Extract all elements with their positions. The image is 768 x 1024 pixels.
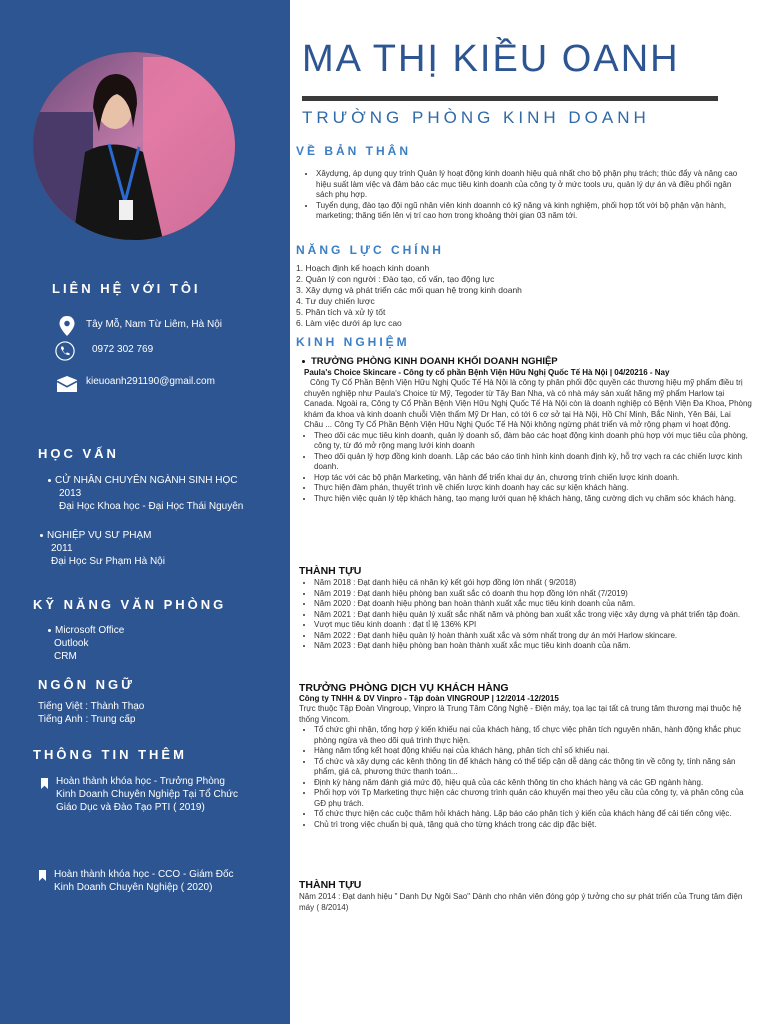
contact-heading: LIÊN HỆ VỚI TÔI bbox=[52, 281, 201, 296]
skills-list: 1. Hoạch định kế hoạch kinh doanh 2. Quản lý con người : Đào tạo, cố vấn, tạo động lực 3. Xây dựng và phát triển các mối quan hệ trong kinh doanh 4. Tư duy chiến lược 5. Phân tích và xử lý tốt 6. Làm việc dưới áp lực cao bbox=[296, 263, 522, 328]
education-item: CỬ NHÂN CHUYÊN NGÀNH SINH HỌC 2013 Đại Học Khoa học - Đại Học Thái Nguyên bbox=[48, 474, 278, 513]
achievement-text: Năm 2014 : Đạt danh hiệu " Danh Dự Ngôi Sao" Dành cho nhân viên đóng góp ý tưởng cho sự phát triển của Trung tâm điện máy ( 8/2014) bbox=[299, 892, 743, 912]
education-item: NGHIỆP VỤ SƯ PHẠM 2011 Đại Học Sư Phạm Hà Nội bbox=[40, 529, 270, 568]
contact-email[interactable]: kieuoanh291190@gmail.com bbox=[86, 376, 215, 387]
contact-phone[interactable]: 0972 302 769 bbox=[92, 344, 154, 355]
extra-info-heading: THÔNG TIN THÊM bbox=[33, 747, 187, 762]
sidebar bbox=[0, 0, 290, 1024]
contact-address: Tây Mỗ, Nam Từ Liêm, Hà Nội bbox=[86, 319, 222, 330]
language-list: Tiếng Việt : Thành Thạo Tiếng Anh : Trung cấp bbox=[38, 701, 145, 725]
education-heading: HỌC VẤN bbox=[38, 446, 119, 461]
achievements-list: • Năm 2018 : Đạt danh hiệu cá nhân ký kết gói hợp đồng lớn nhất ( 9/2018) • Năm 2019 : Đạt danh hiệu phòng ban xuất sắc có doanh thu hợp đồng lớn nhất (7/2019) • Năm 2020 : Đạt doanh hiệu phòng ban hoàn thành xuất xắc mục tiêu kinh doanh của năm. • Năm 2021 : Đạt danh hiệu quản lý xuất sắc nhất năm và phòng ban xuất xắc trong việc xây dựng và phát triển tập đoàn. • Vượt mục tiêu kinh doanh : đạt tỉ lệ 136% KPI • Năm 2022 : Đạt danh hiệu quản lý hoàn thành xuất xắc và sớm nhất trong dự án mới Harlow skincare. • Năm 2023 : Đạt danh hiệu phòng ban hoàn thành xuất xắc mục tiêu kinh doanh của năm. bbox=[302, 578, 752, 652]
office-skills-heading: KỸ NĂNG VĂN PHÒNG bbox=[33, 597, 227, 612]
job-1: TRƯỞNG PHÒNG KINH DOANH KHỐI DOANH NGHIỆP Paula's Choice Skincare - Công ty cổ phần Bệnh Viện Hữu Nghị Quốc Tế Hà Nội | 04/20216 - Nay Công Ty Cổ Phần Bệnh Viện Hữu Nghị Quốc Tế Hà Nội là công ty phân phối độc quyền các thương hiệu mỹ phẩm điều trị chuyên nghiệp như Paula's Choice từ Mỹ, Tegoder từ Tây Ban Nha, và có nhà máy sản xuất hãng mỹ phẩm Harlow tại Canada. Ngoài ra, Công ty Cổ Phần Bệnh Viện Hữu Nghị Quốc Tế Hà Nội còn là doanh nghiệp có Bệnh Viện Đa Khoa, Phòng khám đa khoa và kinh doanh chuỗi Viện thẩm Mỹ Dr Han, có tới 6 cơ sở tại Hà Nội, Hồ Chí Minh, Bắc Ninh, Yên Bái, Lai Châu ... Công Ty Cổ Phần Bệnh Viện Hữu Nghị Quốc Tế Hà Nội không ngừng phát triển và mở rộng phạm vi hoạt động. • Theo dõi các mục tiêu kinh doanh, quản lý doanh số, đàm bảo các hoạt động kinh doanh phù hợp với mục tiêu của phòng, công ty, từ đó mở rộng mạng lưới kinh doanh • Theo dõi quản lý hợp đồng kinh doanh. Lập các báo cáo tình hình kinh doanh định kỳ, hỗ trợ vạch ra các chiến lược kinh doanh. • Hợp tác với các bộ phận Marketing, vận hành để triển khai dự án, chương trình chiến lược kinh doanh. • Thực hiện đàm phán, thuyết trình về chiến lược kinh doanh hay các sự kiện khách hàng. • Thực hiện việc quản lý tệp khách hàng, tạo mạng lưới quan hệ khách hàng, tăng cường dịch vụ chăm sóc khách hàng. bbox=[302, 357, 752, 504]
job-title: TRƯỜNG PHÒNG KINH DOANH bbox=[302, 108, 650, 127]
profile-photo bbox=[33, 52, 235, 240]
achievements-heading: THÀNH TỰU bbox=[299, 565, 362, 577]
about-heading: VỀ BẢN THÂN bbox=[296, 144, 412, 158]
email-icon bbox=[57, 374, 77, 394]
candidate-name: MA THỊ KIỀU OANH bbox=[302, 38, 680, 80]
main-content bbox=[290, 0, 768, 1024]
header-divider bbox=[302, 96, 718, 101]
phone-icon bbox=[55, 341, 75, 361]
achievements-heading-2: THÀNH TỰU bbox=[299, 879, 362, 891]
extra-info-item: Hoàn thành khóa học - Trưởng Phòng Kinh Doanh Chuyên Nghiệp Tại Tổ Chức Giáo Dục và Đào Tạo PTI ( 2019) bbox=[56, 776, 238, 813]
bookmark-icon bbox=[39, 870, 46, 881]
extra-info-item: Hoàn thành khóa học - CCO - Giám Đốc Kinh Doanh Chuyên Nghiệp ( 2020) bbox=[54, 869, 234, 893]
experience-heading: KINH NGHIỆM bbox=[296, 335, 410, 349]
skills-heading: NĂNG LỰC CHÍNH bbox=[296, 243, 444, 257]
bookmark-icon bbox=[41, 778, 48, 789]
location-icon bbox=[57, 316, 77, 336]
about-list: • Xâydựng, áp dụng quy trình Quản lý hoạt động kinh doanh hiệu quả nhất cho bộ phận phụ trách; thúc đẩy và nâng cao hiệu suất làm việc và đảm bảo các mục tiêu kinh doanh của công ty ở mức tools ưu, quản lý dự án và điều phối ngân sách phụ hợp. • Tuyển dụng, đào tạo đội ngũ nhân viên kinh doannh có kỹ năng và kinh nghiệm, phối hợp tốt với bộ phận vận hành, marketing; thăng tiến lên vị trí cao hơn trong khoảng thời gian 03 năm tới. bbox=[302, 169, 750, 222]
office-skills-list: Microsoft Office Outlook CRM bbox=[54, 624, 124, 663]
language-heading: NGÔN NGỮ bbox=[38, 677, 135, 692]
job-2: TRƯỞNG PHÒNG DỊCH VỤ KHÁCH HÀNG Công ty TNHH & DV Vinpro - Tập đoàn VINGROUP | 12/2014 -12/2015 Trực thuộc Tập Đoàn Vingroup, Vinpro là Trung Tâm Công Nghệ - Điện máy, tọa lạc tại tất cả trung tâm thương mại thuộc hệ thống Vincom. • Tổ chức ghi nhận, tổng hợp ý kiến khiếu nại của khách hàng, tổ chực việc phân tích nguyên nhân, hành động khắc phục phòng ngừa và theo dõi quá trình thực hiện. • Hàng năm tổng kết hoạt động khiếu nại của khách hàng, phân tích chỉ số khiếu nại. • Tổ chức và xây dựng các kênh thông tin để khách hàng có thể tiếp cận dễ dàng các thông tin về công ty, tính năng sản phẩm, giá cả, phương thức thanh toán... • Định kỳ hàng năm đánh giá mức độ, hiệu quả của các kênh thông tin cho khách hàng và các GĐ ngành hàng. • Phối hợp với Tp Marketing thực hiện các chương trình quản cáo khuyến mại theo yêu cầu của công ty, và phân công của GĐ phụ trách. • Tổ chức thực hiện các cuộc thăm hỏi khách hàng. Lập báo cáo phân tích ý kiến của khách hàng để cải tiến công việc. • Chủ trì trong việc chuẩn bị quà, tặng quà cho từng khách trong các dịp đặc biệt. bbox=[299, 683, 751, 830]
